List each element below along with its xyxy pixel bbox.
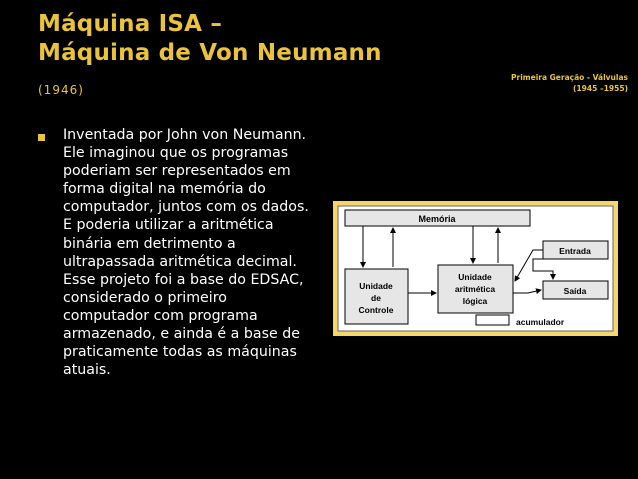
input-label: Entrada [559,246,591,256]
control-unit-label-1: Unidade [359,281,393,291]
body-paragraph: Inventada por John von Neumann. Ele imaginou que os programas poderiam ser representados em forma digital na memória do computador, juntos com os dados. E poderia utilizar a aritmética binária em detrimento a ultrapassada aritmética decimal. Esse projeto foi a base do EDSAC, considerado o primeiro computador com programa armazenado, e ainda é a base de praticamente todas as máquinas atuais. [63,127,309,379]
title-line-2: Máquina de Von Neumann [38,40,382,66]
alu-label-2: aritmética [454,284,496,294]
generation-line-2: (1945 –1955) [573,84,628,93]
generation-line-1: Primeira Geração - Válvulas [511,73,628,82]
alu-label-1: Unidade [458,272,492,282]
accumulator-box [476,315,509,325]
control-unit-label-3: Controle [358,305,394,315]
slide-title [38,10,382,68]
title-line-1: Máquina ISA – [38,11,223,37]
memory-label: Memória [418,214,456,224]
output-label: Saída [563,286,587,296]
alu-label-3: lógica [462,296,488,306]
accumulator-label: acumulador [516,317,565,327]
bullet-square-icon [38,134,45,141]
von-neumann-diagram [333,201,618,336]
title-year: (1946) [38,83,84,97]
control-unit-label-2: de [371,293,381,303]
generation-caption [511,72,628,94]
